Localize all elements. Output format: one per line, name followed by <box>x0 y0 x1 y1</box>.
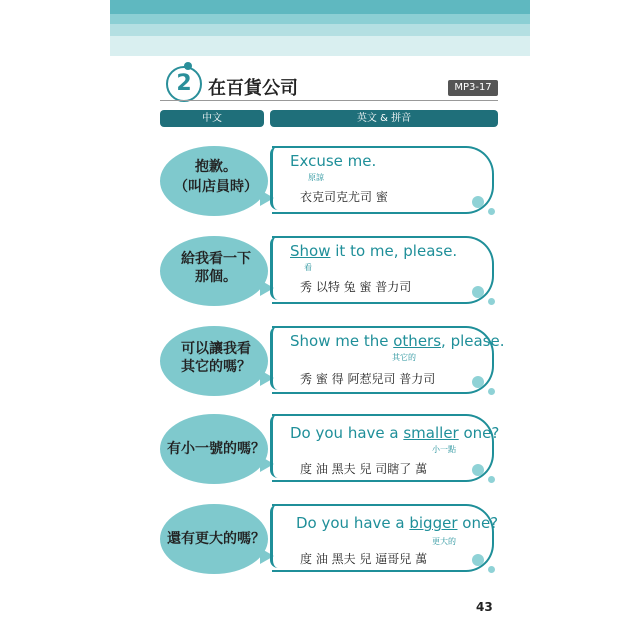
decor-dot <box>488 298 495 305</box>
header-band-1 <box>110 0 530 14</box>
decor-dot <box>472 554 484 566</box>
english-phrase <box>290 152 376 170</box>
pinyin-text: 衣克司克尤司 蜜 <box>300 190 388 204</box>
keyword-note: 其它的 <box>392 353 416 362</box>
keyword-note: 更大的 <box>432 537 456 546</box>
decor-dot <box>488 566 495 573</box>
english-text: one? <box>457 514 499 532</box>
pinyin-text: 度 油 黑夫 兒 司瞎了 萬 <box>300 462 428 476</box>
column-header-chinese: 中文 <box>160 110 264 127</box>
decor-dot <box>472 376 484 388</box>
audio-track-badge: MP3-17 <box>448 80 498 96</box>
english-text: one? <box>458 424 500 442</box>
pinyin-text: 秀 以特 兔 蜜 普力司 <box>300 280 412 294</box>
page-title: 在百貨公司 <box>208 78 298 99</box>
page-number: 43 <box>476 600 493 614</box>
chinese-line-1: 可以讓我看 <box>181 341 251 357</box>
section-number: 2 <box>166 66 202 102</box>
english-keyword: Show <box>290 242 331 260</box>
chinese-line-1: 給我看一下 <box>181 251 251 267</box>
decor-dot <box>472 464 484 476</box>
english-keyword: others <box>393 332 442 350</box>
english-text: Do you have a <box>290 424 404 442</box>
english-text: Show me the <box>290 332 394 350</box>
keyword-note: 原諒 <box>308 173 324 182</box>
decor-dot <box>472 286 484 298</box>
header-band-3 <box>110 24 530 36</box>
decor-dot <box>488 388 495 395</box>
chinese-line-1: 有小一號的嗎？ <box>167 441 265 457</box>
english-phrase <box>290 242 457 260</box>
title-divider <box>160 100 498 101</box>
chinese-line-1: 還有更大的嗎？ <box>167 531 265 547</box>
english-keyword: smaller <box>403 424 459 442</box>
english-text: Do you have a <box>296 514 410 532</box>
keyword-note: 小一點 <box>432 445 456 454</box>
english-text: , please. <box>441 332 505 350</box>
english-text: Excuse me. <box>290 152 377 170</box>
decor-dot <box>488 476 495 483</box>
chinese-line-2: （叫店員時） <box>174 179 258 195</box>
pinyin-text: 秀 蜜 得 阿惹兒司 普力司 <box>300 372 436 386</box>
column-header-english: 英文 & 拼音 <box>270 110 498 127</box>
english-phrase <box>296 514 498 532</box>
header-band-4 <box>110 36 530 56</box>
chinese-line-2: 那個。 <box>195 269 237 285</box>
header-band-2 <box>110 14 530 24</box>
english-phrase <box>290 332 505 350</box>
keyword-note: 看 <box>304 263 312 272</box>
english-phrase <box>290 424 499 442</box>
chinese-line-1: 抱歉。 <box>195 159 237 175</box>
pinyin-text: 度 油 黑夫 兒 逼哥兒 萬 <box>300 552 428 566</box>
chinese-line-2: 其它的嗎？ <box>181 359 251 375</box>
english-keyword: bigger <box>409 514 458 532</box>
decor-dot <box>472 196 484 208</box>
english-text: it to me, please. <box>330 242 458 260</box>
decor-dot <box>488 208 495 215</box>
